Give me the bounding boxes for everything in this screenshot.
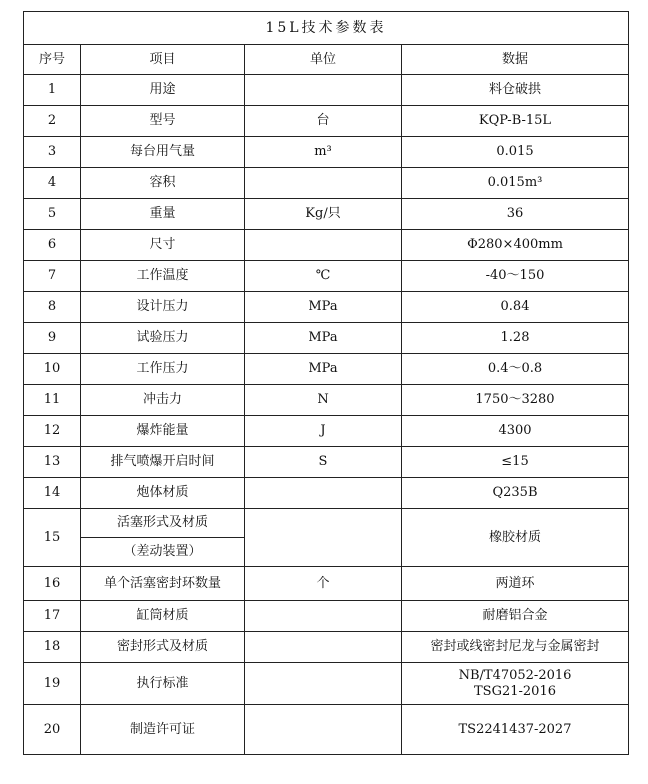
table-row	[24, 292, 629, 323]
header-row	[24, 45, 629, 75]
row-unit: ℃	[245, 261, 402, 292]
row-data: -40～150	[402, 261, 629, 292]
table-row	[24, 354, 629, 385]
table-row	[24, 509, 629, 538]
row-unit	[245, 509, 402, 567]
row-index: 5	[24, 199, 81, 230]
row-index: 4	[24, 168, 81, 199]
row-unit: MPa	[245, 354, 402, 385]
table-row	[24, 601, 629, 632]
row-index: 20	[24, 705, 81, 755]
row-item: 工作温度	[81, 261, 245, 292]
table-row	[24, 323, 629, 354]
row-index: 8	[24, 292, 81, 323]
row-unit	[245, 632, 402, 663]
header-unit: 单位	[245, 45, 402, 75]
row-index: 16	[24, 567, 81, 601]
row-data: 0.015	[402, 137, 629, 168]
row-data	[402, 663, 629, 705]
table-row	[24, 230, 629, 261]
title-row	[24, 12, 629, 45]
row-data: 0.4～0.8	[402, 354, 629, 385]
standard-line-1: NB/T47052-2016	[458, 667, 572, 683]
row-unit	[245, 705, 402, 755]
row-index: 3	[24, 137, 81, 168]
row-unit	[245, 230, 402, 261]
row-item-line1: 活塞形式及材质	[81, 509, 245, 538]
row-data: KQP-B-15L	[402, 106, 629, 137]
row-item: 缸筒材质	[81, 601, 245, 632]
row-index: 7	[24, 261, 81, 292]
header-item: 项目	[81, 45, 245, 75]
table-title: 15L技术参数表	[24, 12, 629, 45]
row-index: 11	[24, 385, 81, 416]
row-unit	[245, 478, 402, 509]
table-row	[24, 663, 629, 705]
row-item: 炮体材质	[81, 478, 245, 509]
row-index: 10	[24, 354, 81, 385]
table-row	[24, 478, 629, 509]
row-unit: Kg/只	[245, 199, 402, 230]
row-data: 36	[402, 199, 629, 230]
header-data: 数据	[402, 45, 629, 75]
table-row	[24, 416, 629, 447]
row-data: 料仓破拱	[402, 75, 629, 106]
row-data: 0.015m³	[402, 168, 629, 199]
row-item: 型号	[81, 106, 245, 137]
row-index: 14	[24, 478, 81, 509]
row-index: 1	[24, 75, 81, 106]
row-data: ≤15	[402, 447, 629, 478]
row-data: 1750～3280	[402, 385, 629, 416]
row-data: 密封或线密封尼龙与金属密封	[402, 632, 629, 663]
row-unit: N	[245, 385, 402, 416]
row-item: 排气喷爆开启时间	[81, 447, 245, 478]
row-unit: MPa	[245, 323, 402, 354]
table-row	[24, 106, 629, 137]
table-row	[24, 261, 629, 292]
table-row	[24, 75, 629, 106]
row-index: 19	[24, 663, 81, 705]
row-item: 冲击力	[81, 385, 245, 416]
row-item: 密封形式及材质	[81, 632, 245, 663]
spec-table	[23, 11, 629, 755]
row-data: Φ280×400mm	[402, 230, 629, 261]
row-data: 4300	[402, 416, 629, 447]
row-index: 17	[24, 601, 81, 632]
row-item: 制造许可证	[81, 705, 245, 755]
row-unit	[245, 168, 402, 199]
row-item: 执行标准	[81, 663, 245, 705]
row-data: TS2241437-2027	[402, 705, 629, 755]
row-data: 两道环	[402, 567, 629, 601]
row-unit: 台	[245, 106, 402, 137]
row-item: 用途	[81, 75, 245, 106]
row-index: 12	[24, 416, 81, 447]
table-row	[24, 447, 629, 478]
row-unit: 个	[245, 567, 402, 601]
row-item-line2: （差动装置）	[81, 538, 245, 567]
row-unit: MPa	[245, 292, 402, 323]
row-item: 单个活塞密封环数量	[81, 567, 245, 601]
table-row	[24, 632, 629, 663]
row-data: 0.84	[402, 292, 629, 323]
table-row	[24, 385, 629, 416]
table-row	[24, 137, 629, 168]
row-unit: S	[245, 447, 402, 478]
row-item: 试验压力	[81, 323, 245, 354]
table-row	[24, 199, 629, 230]
row-data: 1.28	[402, 323, 629, 354]
row-data: 耐磨铝合金	[402, 601, 629, 632]
row-index: 15	[24, 509, 81, 567]
table-row	[24, 567, 629, 601]
standard-line-2: TSG21-2016	[474, 683, 556, 699]
row-data: 橡胶材质	[402, 509, 629, 567]
row-index: 6	[24, 230, 81, 261]
row-item: 容积	[81, 168, 245, 199]
row-data: Q235B	[402, 478, 629, 509]
table-row	[24, 168, 629, 199]
row-unit: J	[245, 416, 402, 447]
row-index: 2	[24, 106, 81, 137]
row-index: 18	[24, 632, 81, 663]
row-unit	[245, 601, 402, 632]
row-index: 9	[24, 323, 81, 354]
row-unit: m³	[245, 137, 402, 168]
row-unit	[245, 663, 402, 705]
row-index: 13	[24, 447, 81, 478]
row-item: 每台用气量	[81, 137, 245, 168]
row-item: 重量	[81, 199, 245, 230]
table-row	[24, 705, 629, 755]
header-index: 序号	[24, 45, 81, 75]
row-item: 爆炸能量	[81, 416, 245, 447]
row-item: 设计压力	[81, 292, 245, 323]
row-unit	[245, 75, 402, 106]
row-item: 工作压力	[81, 354, 245, 385]
row-item: 尺寸	[81, 230, 245, 261]
